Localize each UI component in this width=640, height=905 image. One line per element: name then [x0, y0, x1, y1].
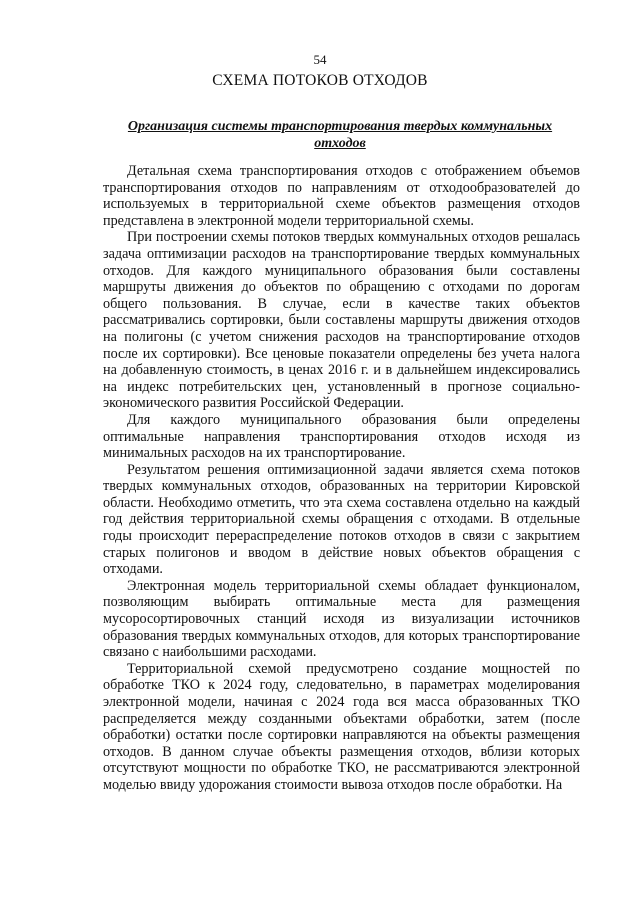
paragraph-3: Для каждого муниципального образования были определены оптимальные направления транспортирования отходов исходя из минимальных расходов на их транспортирование.: [103, 411, 580, 462]
paragraph-1: Детальная схема транспортирования отходов с отображением объемов транспортирования отходов по направлениям от отходообразователей до используемых в территориальной схеме объектов размещения отходов представлена в электронной модели территориальной схемы.: [103, 163, 580, 229]
page-number: 54: [313, 52, 327, 67]
paragraph-4: Результатом решения оптимизационной задачи является схема потоков твердых коммунальных отходов, образованных на территории Кировской области. Необходимо отметить, что эта схема составлена отдельно на каждый год действия территориальной схемы обращения с отходами. В отдельные годы происходит перераспределение потоков отходов в связи с закрытием старых полигонов и вводом в действие новых объектов обращения с отходами.: [103, 461, 580, 578]
paragraph-2: При построении схемы потоков твердых коммунальных отходов решалась задача оптимизации расходов на транспортирование твердых коммунальных отходов. Для каждого муниципального образования были составлены маршруты движения до объектов по обращению с отходами по дорогам общего пользования. В случае, если в качестве таких объектов рассматривались сортировки, были составлены маршруты движения отходов на полигоны (с учетом снижения расходов на транспортирование отходов после их сортировки). Все ценовые показатели определены без учета налога на добавленную стоимость, в ценах 2016 г. и в дальнейшем индексировались на индекс потребительских цен, установленный в прогнозе социально-экономического развития Российской Федерации.: [103, 229, 580, 412]
paragraph-6: Территориальной схемой предусмотрено создание мощностей по обработке ТКО к 2024 году, следовательно, в параметрах моделирования электронной модели, начиная с 2024 года вся масса образованных ТКО распределяется между созданными объектами обработки, затем (после обработки) остатки после сортировки направляются на объекты размещения отходов. В данном случае объекты размещения отходов, вблизи которых отсутствуют мощности по обработке ТКО, не рассматриваются электронной моделью ввиду удорожания стоимости вывоза отходов после обработки. На: [103, 660, 580, 793]
paragraph-5: Электронная модель территориальной схемы обладает функционалом, позволяющим выбирать оптимальные места для размещения мусоросортировочных станций исходя из визуализации источников образования твердых коммунальных отходов, для которых транспортирование связано с наибольшими расходами.: [103, 577, 580, 661]
page-title: СХЕМА ПОТОКОВ ОТХОДОВ: [212, 72, 428, 89]
body-text: [103, 163, 580, 794]
section-heading: Организация системы транспортирования твердых коммунальных отходов: [127, 119, 553, 151]
